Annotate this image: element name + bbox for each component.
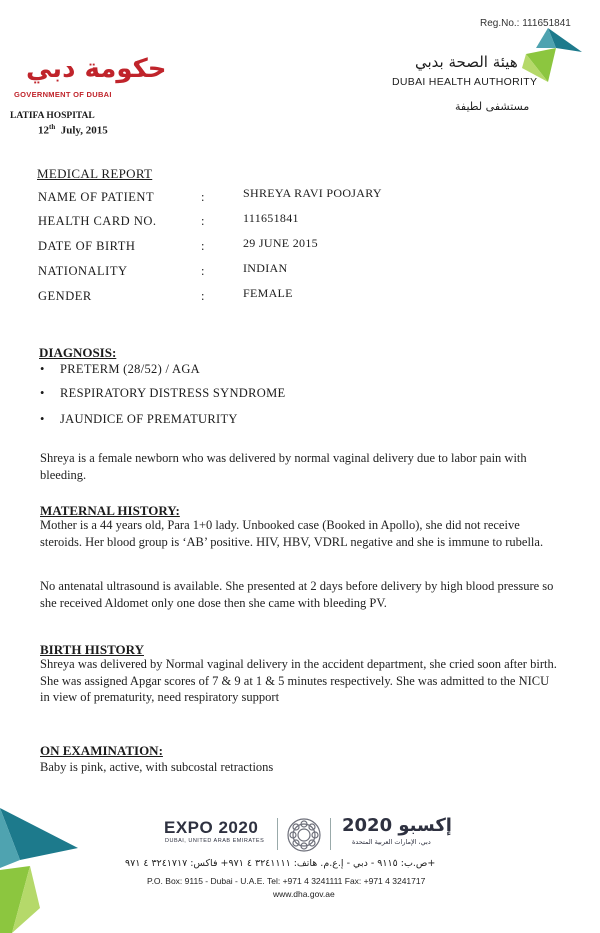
- report-title: MEDICAL REPORT: [37, 166, 153, 181]
- bullet-icon: •: [40, 386, 45, 400]
- field-label-name: NAME OF PATIENT: [38, 190, 155, 204]
- examination-paragraph: Baby is pink, active, with subcostal retractions: [40, 760, 274, 774]
- registration-number: Reg.No.: 111651841: [480, 18, 571, 29]
- report-date: 12th July, 2015: [38, 123, 108, 137]
- footer-website[interactable]: www.dha.gov.ae: [273, 889, 335, 899]
- dha-english-name: DUBAI HEALTH AUTHORITY: [392, 76, 538, 88]
- field-colon: :: [201, 190, 205, 204]
- expo-2020-location: DUBAI, UNITED ARAB EMIRATES: [165, 838, 265, 844]
- footer-divider: [277, 818, 278, 850]
- diagnosis-item: • PRETERM (28/52) / AGA: [40, 362, 200, 376]
- field-value-name: SHREYA RAVI POOJARY: [243, 186, 382, 200]
- field-label-nationality: NATIONALITY: [38, 264, 128, 278]
- footer-address-arabic: ص.ب: ٩١١٥ - دبي - إ.ع.م. هاتف: ٣٢٤١١١١ ٤ ٩٧١+ فاكس: ٣٢٤١٧١٧ ٤ ٩٧١+: [125, 858, 436, 869]
- government-of-dubai-label: GOVERNMENT OF DUBAI: [14, 90, 112, 99]
- diagnosis-heading: DIAGNOSIS:: [39, 345, 117, 360]
- intro-paragraph: Shreya is a female newborn who was delivered by normal vaginal delivery due to labor pain with bleeding.: [40, 451, 527, 482]
- maternal-history-heading: MATERNAL HISTORY:: [40, 503, 180, 518]
- footer-address-english: P.O. Box: 9115 - Dubai - U.A.E. Tel: +971 4 3241111 Fax: +971 4 3241717: [147, 876, 426, 886]
- field-colon: :: [201, 239, 205, 253]
- antenatal-paragraph: No antenatal ultrasound is available. She presented at 2 days before delivery by high blood pressure so she received Aldomet only one dose then she came with bleeding PV.: [40, 579, 554, 610]
- diagnosis-item: • JAUNDICE OF PREMATURITY: [40, 412, 238, 426]
- field-label-dob: DATE OF BIRTH: [38, 239, 136, 253]
- field-value-dob: 29 JUNE 2015: [243, 236, 318, 250]
- field-colon: :: [201, 214, 205, 228]
- government-of-dubai-arabic-logo: حكومة دبي: [26, 54, 167, 84]
- birth-history-heading: BIRTH HISTORY: [40, 642, 144, 657]
- footer-divider: [330, 818, 331, 850]
- bullet-icon: •: [40, 412, 45, 426]
- diagnosis-item: • RESPIRATORY DISTRESS SYNDROME: [40, 386, 286, 400]
- hospital-arabic-name: مستشفى لطيفة: [455, 100, 530, 113]
- dha-footer-wing-icon: [0, 808, 80, 933]
- dha-arabic-name: هيئة الصحة بدبي: [415, 53, 518, 71]
- field-value-gender: FEMALE: [243, 286, 293, 300]
- expo-emblem-icon: [285, 816, 323, 854]
- field-label-gender: GENDER: [38, 289, 92, 303]
- bullet-icon: •: [40, 362, 45, 376]
- hospital-name: LATIFA HOSPITAL: [10, 111, 95, 121]
- maternal-history-paragraph: Mother is a 44 years old, Para 1+0 lady. Unbooked case (Booked in Apollo), she did not receive steroids. Her blood group is ‘AB’ positive. HIV, HBV, VDRL negative and she is immune to rubella.: [40, 518, 544, 549]
- birth-history-paragraph: Shreya was delivered by Normal vaginal delivery in the accident department, she cried soon after birth. She was assigned Apgar scores of 7 & 9 at 1 & 5 minutes respectively. She was admitted to the NICU in view of prematurity, need respiratory support: [40, 657, 557, 704]
- expo-2020-logo-english: EXPO 2020: [164, 818, 259, 837]
- field-colon: :: [201, 264, 205, 278]
- expo-2020-logo-arabic: إكسبو 2020: [342, 815, 452, 836]
- examination-heading: ON EXAMINATION:: [40, 743, 163, 758]
- field-value-health-card: 111651841: [243, 211, 299, 225]
- field-label-health-card: HEALTH CARD NO.: [38, 214, 157, 228]
- expo-2020-location-arabic: دبي، الإمارات العربية المتحدة: [352, 838, 431, 846]
- field-value-nationality: INDIAN: [243, 261, 288, 275]
- field-colon: :: [201, 289, 205, 303]
